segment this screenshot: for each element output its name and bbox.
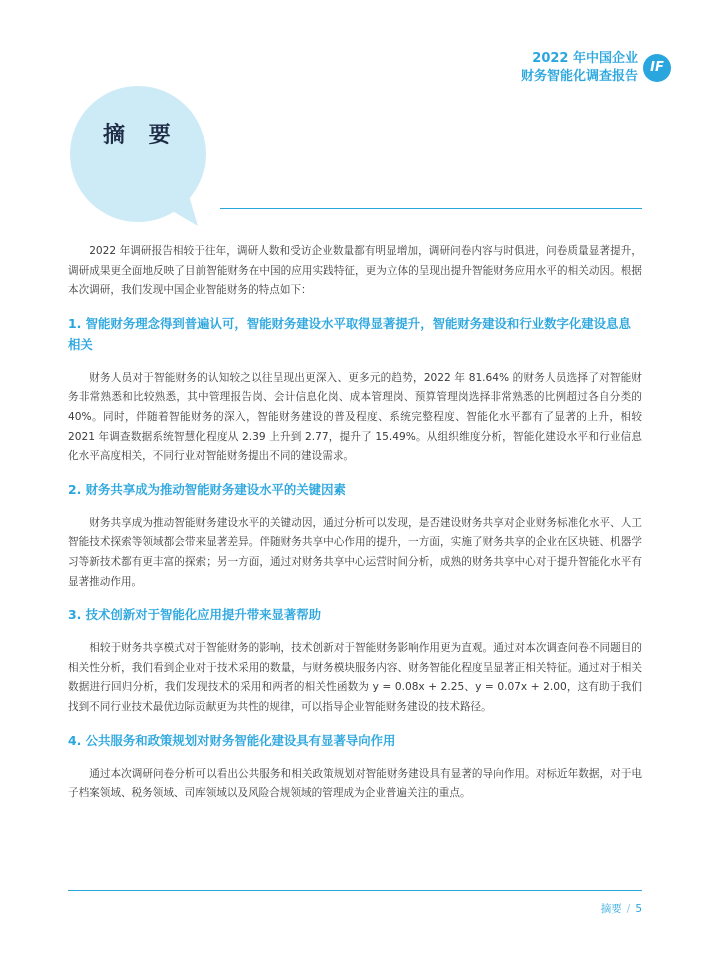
report-logo: IF — [643, 54, 671, 82]
report-title-line1: 2022 年中国企业 — [532, 51, 638, 66]
page-footer — [601, 901, 642, 916]
finding-heading-3: 3. 技术创新对于智能化应用提升带来显著帮助 — [68, 607, 322, 623]
page-number: 5 — [635, 903, 642, 915]
speech-bubble-icon — [68, 86, 218, 236]
main-content — [68, 242, 642, 804]
finding-text-1: 财务人员对于智能财务的认知较之以往呈现出更深入、更多元的趋势，2022 年 81.64% 的财务人员选择了对智能财务非常熟悉和比较熟悉，其中管理报告岗、会计信息化岗、成本管理岗、预算管理岗选择非常熟悉的比例超过各自分类的 40%。同时，伴随着智能财务的深入，智能财务建设的普及程度、系统完整程度、智能化水平都有了显著的上升，相较 2021 年调查数据系统智慧化程度从 2.39 上升到 2.77，提升了 15.49%。从组织维度分析，智能化建设水平和行业信息化水平高度相关，不同行业对智能财务提出不同的建设需求。 — [68, 371, 642, 463]
footer-divider — [68, 890, 642, 891]
finding-heading-1: 1. 智能财务理念得到普遍认可，智能财务建设水平取得显著提升，智能财务建设和行业数字化建设息息相关 — [68, 315, 631, 352]
finding-heading-4: 4. 公共服务和政策规划对财务智能化建设具有显著导向作用 — [68, 732, 396, 748]
report-title — [521, 50, 638, 86]
header-divider — [220, 208, 642, 209]
footer-separator: / — [626, 903, 631, 915]
finding-heading-2: 2. 财务共享成为推动智能财务建设水平的关键因素 — [68, 481, 346, 497]
finding-text-4: 通过本次调研问卷分析可以看出公共服务和相关政策规划对智能财务建设具有显著的导向作用。对标近年数据，对于电子档案领域、税务领域、司库领域以及风险合规领域的管理成为企业普遍关注的重点。 — [68, 767, 642, 800]
finding-text-3: 相较于财务共享模式对于智能财务的影响，技术创新对于智能财务影响作用更为直观。通过对本次调查问卷不同题目的相关性分析，我们看到企业对于技术采用的数量，与财务模块服务内容、财务智能化程度呈显著正相关特征。通过对于相关数据进行回归分析，我们发现技术的采用和两者的相关性函数为 y = 0.08x + 2.25、y = 0.07x + 2.00，这有助于我们找到不同行业技术最优边际贡献更为共性的规律，可以指导企业智能财务建设的技术路径。 — [68, 642, 642, 713]
finding-text-2: 财务共享成为推动智能财务建设水平的关键动因，通过分析可以发现，是否建设财务共享对企业财务标准化水平、人工智能技术探索等领域都会带来显著差异。伴随财务共享中心作用的提升，一方面，实施了财务共享的企业在区块链、机器学习等新技术都有更丰富的探索；另一方面，通过对财务共享中心运营时间分析，成熟的财务共享中心对于提升智能化水平有显著推动作用。 — [68, 516, 642, 588]
intro-paragraph: 2022 年调研报告相较于往年，调研人数和受访企业数量都有明显增加，调研问卷内容与时俱进，问卷质量显著提升，调研成果更全面地反映了目前智能财务在中国的应用实践特征，更为立体的呈现出提升智能财务应用水平的相关动因。根据本次调研，我们发现中国企业智能财务的特点如下： — [68, 245, 642, 297]
footer-section-label: 摘要 — [600, 903, 622, 915]
report-title-line2: 财务智能化调查报告 — [520, 69, 638, 84]
page-title: 摘 要 — [103, 123, 179, 148]
